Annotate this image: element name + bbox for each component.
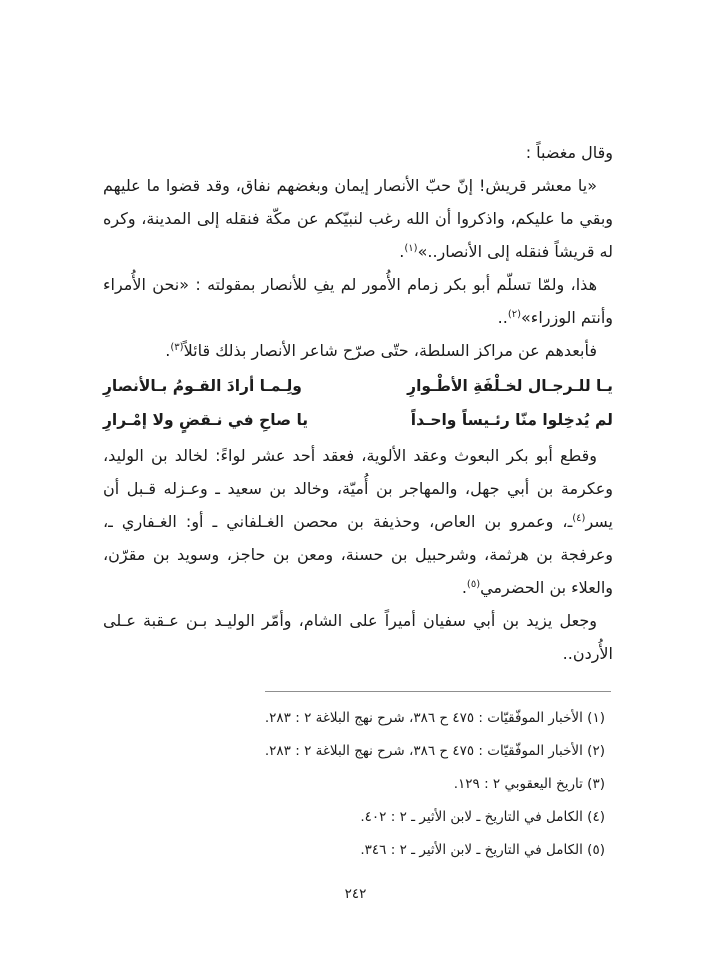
poem-verse-2: [103, 403, 613, 437]
footnote-marker-4: (٤): [572, 513, 586, 524]
footnote-2: (٢) الأخبار الموفّقيّات : ٤٧٥ ح ٣٨٦، شرح نهج البلاغة ٢ : ٢٨٣.: [264, 743, 605, 759]
paragraph-banners-text-2: ـ، وعمرو بن العاص، وحذيفة بن محصن الغـلفاني ـ أو: الغـفاري ـ، وعرفجة بن هرثمة، وشرحبيل بن حسنة، ومعن بن حاجز، وسويد بن مقرّن، والعلاء بن الحضرمي: [103, 512, 613, 597]
footnote-1: (١) الأخبار الموفّقيّات : ٤٧٥ ح ٣٨٦، شرح نهج البلاغة ٢ : ٢٨٣.: [264, 710, 605, 726]
footnote-marker-3: (٣): [170, 342, 184, 353]
paragraph-banners: [103, 439, 613, 604]
footnote-marker-5: (٥): [466, 579, 481, 590]
paragraph-intro-text: وقال مغضباً :: [525, 143, 613, 162]
paragraph-banners-period: .: [461, 578, 467, 597]
verse-2-right-hemistich: لم يُدخِلوا منّا رئـيساً واحـداً: [410, 411, 613, 429]
verse-1-right-hemistich: يـا للـرجـال لخـلْفَةِ الأطْـوارِ: [407, 377, 613, 395]
paragraph-abu-bakr-promise-text: هذا، ولمّا تسلّم أبو بكر زمام الأُمور لم يفِ للأنصار بمقولته : «نحن الأُمراء وأنتم الوزراء»: [103, 275, 613, 327]
footnote-marker-1: (١): [404, 243, 418, 254]
footnote-marker-2: (٢): [507, 309, 522, 320]
footnote-5: (٥) الكامل في التاريخ ـ لابن الأثير ـ ٢ : ٣٤٦.: [360, 842, 605, 858]
footnote-4: (٤) الكامل في التاريخ ـ لابن الأثير ـ ٢ : ٤٠٢.: [360, 809, 605, 825]
paragraph-abu-bakr-promise: [103, 268, 613, 334]
paragraph-yazid-sham-text: وجعل يزيد بن أبي سفيان أميراً على الشام، وأمّر الوليـد بـن عـقبة عـلى الأُردن..: [103, 611, 613, 663]
paragraph-intro: [103, 136, 613, 169]
page-body-text: [103, 136, 613, 670]
poem-block: [103, 369, 613, 437]
footnote-3: (٣) تاريخ اليعقوبي ٢ : ١٢٩.: [453, 776, 605, 792]
paragraph-poet-intro-text: فأبعدهم عن مراكز السلطة، حتّى صرّح شاعر الأنصار بذلك قائلاً: [183, 341, 597, 360]
footnote-divider-line: [265, 691, 611, 692]
paragraph-banners-text-1: وقطع أبو بكر البعوث وعقد الألوية، فعقد أحد عشر لواءً: لخالد بن الوليد، وعكرمة بن أبي جهل، والمهاجر بن أُميّة، وخالد بن سعيد ـ وعـزله قـبل أن يسر: [103, 446, 613, 531]
paragraph-poet-intro-period: .: [165, 341, 171, 360]
paragraph-poet-intro: [103, 334, 613, 367]
paragraph-yazid-sham: [103, 604, 613, 670]
verse-1-left-hemistich: ولِـمـا أرادَ القـومُ بـالأنصارِ: [103, 377, 302, 395]
poem-verse-1: [103, 369, 613, 403]
verse-2-left-hemistich: يا صاحِ في نـقضٍ ولا إمْـرارِ: [103, 411, 309, 429]
paragraph-quote-quraysh-text: «يا معشر قريش! إنّ حبّ الأنصار إيمان وبغضهم نفاق، وقد قضوا ما عليهم وبقي ما عليكم، واذكروا أن الله رغب لنبيّكم عن مكّة فنقله إلى المدينة، وكره له قريشاً فنقله إلى الأنصار..»: [103, 176, 613, 261]
footnotes-section: [110, 702, 605, 867]
page-number: ٢٤٢: [344, 886, 367, 902]
paragraph-quote-quraysh: [103, 169, 613, 268]
paragraph-quote-quraysh-period: .: [399, 242, 405, 261]
paragraph-abu-bakr-promise-period: ..: [497, 308, 508, 327]
